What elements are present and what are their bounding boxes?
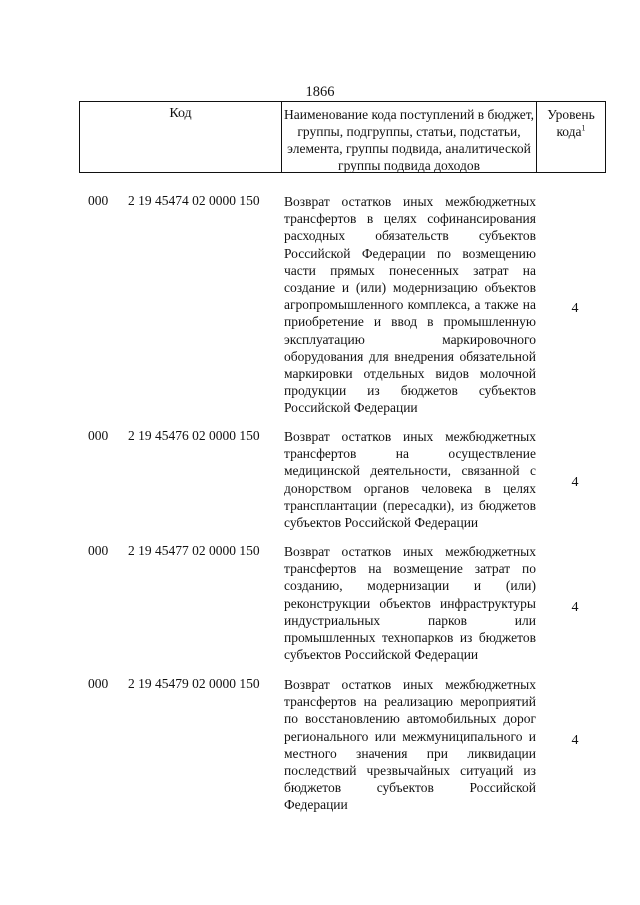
header-level-label: Уровень кода — [547, 107, 595, 139]
code-level: 4 — [571, 475, 579, 490]
page-number: 1866 — [305, 84, 335, 100]
code-level: 4 — [571, 600, 579, 615]
table-header — [79, 101, 606, 173]
income-code: 2 19 45479 02 0000 150 — [128, 676, 260, 691]
admin-code: 000 — [88, 193, 109, 208]
admin-code: 000 — [88, 543, 109, 558]
income-name: Возврат остатков иных межбюджетных трансфертов на реализацию мероприятий по восстановлению автомобильных дорог регионального или межмуниципального и местного значения при ликвидации последствий чрезвычайных ситуаций из бюджетов субъектов Российской Федерации — [284, 677, 536, 813]
admin-code: 000 — [88, 428, 109, 443]
income-code: 2 19 45476 02 0000 150 — [128, 428, 260, 443]
header-code: Код — [80, 102, 282, 172]
header-level — [537, 102, 605, 172]
footnote-marker: 1 — [581, 123, 586, 133]
header-name: Наименование кода поступлений в бюджет, группы, подгруппы, статьи, подстатьи, элемента, группы подвида, аналитической группы подвида доходов — [282, 102, 537, 172]
code-level: 4 — [571, 301, 579, 316]
income-code: 2 19 45477 02 0000 150 — [128, 543, 260, 558]
admin-code: 000 — [88, 676, 109, 691]
income-name: Возврат остатков иных межбюджетных трансфертов на возмещение затрат по созданию, модернизации и (или) реконструкции объектов инфраструктуры индустриальных парков или промышленных технопарков из бюджетов субъектов Российской Федерации — [284, 544, 536, 663]
income-code: 2 19 45474 02 0000 150 — [128, 193, 260, 208]
code-level: 4 — [571, 733, 579, 748]
income-name: Возврат остатков иных межбюджетных трансфертов в целях софинансирования расходных обязательств субъектов Российской Федерации по возмещению части прямых понесенных затрат на создание и (или) модернизацию объектов агропромышленного комплекса, а также на приобретение и ввод в промышленную эксплуатацию маркировочного оборудования для внедрения обязательной маркировки отдельных видов молочной продукции из бюджетов субъектов Российской Федерации — [284, 194, 536, 416]
income-name: Возврат остатков иных межбюджетных трансфертов на осуществление медицинской деятельности, связанной с донорством органов человека в целях трансплантации (пересадки), из бюджетов субъектов Российской Федерации — [284, 429, 536, 531]
